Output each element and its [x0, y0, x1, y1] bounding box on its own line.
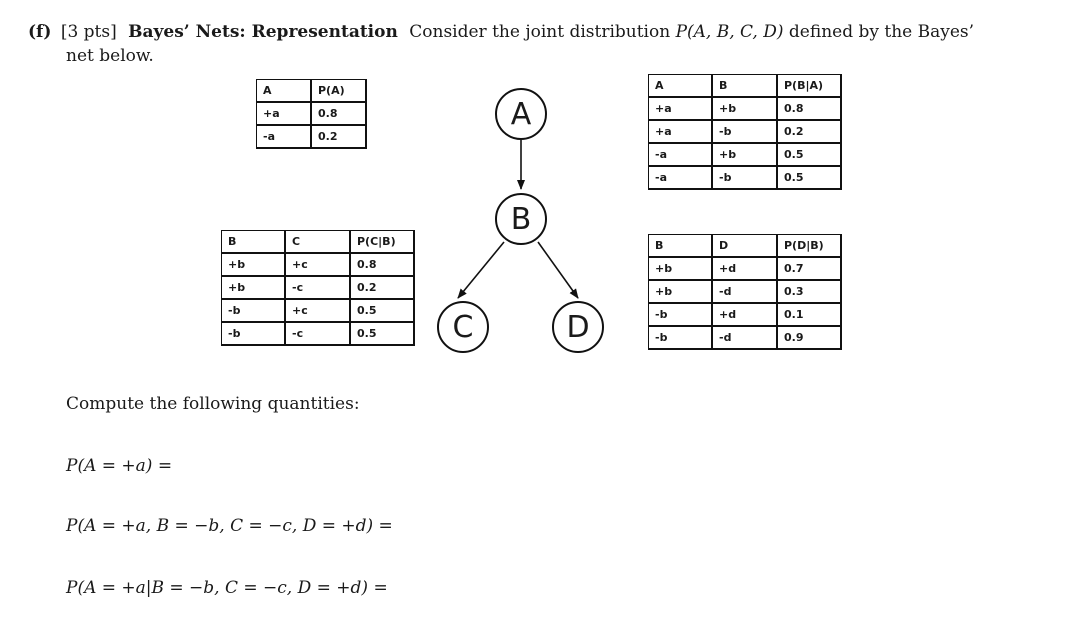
table-cell: +b	[712, 97, 777, 120]
node-d: D	[552, 301, 604, 353]
compute-prompt: Compute the following quantities:	[66, 394, 360, 414]
question-label: (f)	[28, 22, 52, 42]
table-cell: +a	[649, 120, 713, 143]
edge-b-to-d	[538, 242, 578, 298]
table-cell: -b	[649, 326, 713, 349]
table-cell: P(B|A)	[777, 75, 841, 98]
question-title: Bayes’ Nets: Representation	[128, 22, 398, 42]
table-cell: 0.5	[777, 143, 841, 166]
table-cell: P(A)	[311, 80, 366, 103]
question-intro-line2: net below.	[66, 46, 154, 66]
question-intro: Consider the joint distribution	[409, 22, 671, 42]
table-cell: -d	[712, 280, 777, 303]
table-cell: 0.8	[350, 253, 414, 276]
table-cell: 0.2	[777, 120, 841, 143]
table-cell: 0.3	[777, 280, 841, 303]
table-cell: 0.8	[777, 97, 841, 120]
table-cell: 0.7	[777, 257, 841, 280]
table-cell: +b	[649, 280, 713, 303]
joint-distribution: P(A, B, C, D)	[675, 22, 784, 42]
table-cell: -d	[712, 326, 777, 349]
table-cell: -a	[649, 166, 713, 189]
node-c: C	[437, 301, 489, 353]
node-b: B	[495, 193, 547, 245]
table-cell: -b	[712, 120, 777, 143]
table-cell: P(D|B)	[777, 235, 841, 258]
table-cell: B	[649, 235, 713, 258]
table-cell: +b	[712, 143, 777, 166]
table-cell: A	[257, 80, 312, 103]
table-cell: B	[222, 231, 286, 254]
table-cell: C	[285, 231, 350, 254]
table-cell: -b	[222, 299, 286, 322]
node-a: A	[495, 88, 547, 140]
table-cell: -c	[285, 322, 350, 345]
table-cell: +b	[222, 253, 286, 276]
table-cell: -a	[257, 125, 312, 148]
table-cell: B	[712, 75, 777, 98]
edge-b-to-c	[458, 242, 504, 298]
query-1: P(A = +a) =	[66, 456, 173, 476]
table-cell: 0.2	[311, 125, 366, 148]
table-cell: 0.5	[350, 299, 414, 322]
table-cell: D	[712, 235, 777, 258]
table-cell: +a	[257, 102, 312, 125]
table-cell: -a	[649, 143, 713, 166]
table-cell: -b	[649, 303, 713, 326]
table-cell: -b	[222, 322, 286, 345]
table-cell: 0.1	[777, 303, 841, 326]
table-cell: 0.5	[777, 166, 841, 189]
query-3: P(A = +a|B = −b, C = −c, D = +d) =	[66, 578, 388, 598]
table-cell: -b	[712, 166, 777, 189]
table-cell: +d	[712, 257, 777, 280]
table-cell: 0.5	[350, 322, 414, 345]
table-cell: 0.2	[350, 276, 414, 299]
question-intro-tail: defined by the Bayes’	[788, 22, 975, 42]
table-cell: +b	[649, 257, 713, 280]
table-cell: +d	[712, 303, 777, 326]
table-cell: -c	[285, 276, 350, 299]
table-cell: +b	[222, 276, 286, 299]
table-cell: +c	[285, 299, 350, 322]
table-cell: +a	[649, 97, 713, 120]
query-2: P(A = +a, B = −b, C = −c, D = +d) =	[66, 516, 393, 536]
question-points: [3 pts]	[60, 22, 117, 42]
table-cell: 0.9	[777, 326, 841, 349]
table-cell: A	[649, 75, 713, 98]
table-cell: +c	[285, 253, 350, 276]
table-cell: 0.8	[311, 102, 366, 125]
table-cell: P(C|B)	[350, 231, 414, 254]
